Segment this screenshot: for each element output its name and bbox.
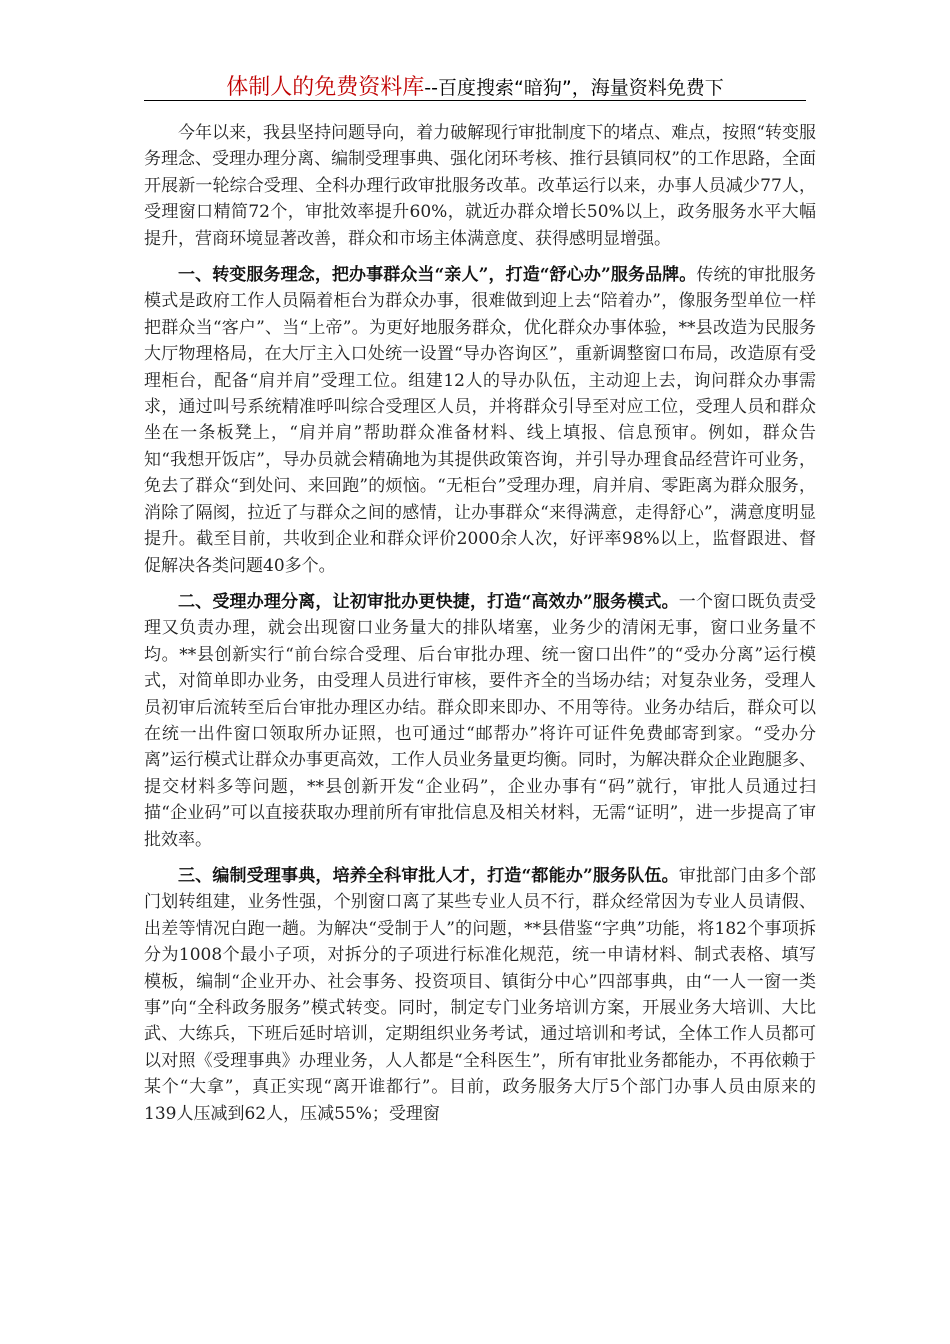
paragraph-text: 一个窗口既负责受理又负责办理，就会出现窗口业务量大的排队堵塞，业务少的清闲无事，窗口业务量不均。**县创新实行“前台综合受理、后台审批办理、统一窗口出件”的“受办分离”运行模式，对简单即办业务，由受理人员进行审核，要件齐全的当场办结；对复杂业务，受理人员初审后流转至后台审批办理区办结。群众即来即办、不用等待。业务办结后，群众可以在统一出件窗口领取所办证照，也可通过“邮帮办”将许可证件免费邮寄到家。“受办分离”运行模式让群众办事更高效，工作人员业务量更均衡。同时，为解决群众企业跑腿多、提交材料多等问题，**县创新开发“企业码”，企业办事有“码”就行，审批人员通过扫描“企业码”可以直接获取办理前所有审批信息及相关材料，无需“证明”，进一步提高了审批效率。 [144, 591, 816, 850]
intro-paragraph [144, 120, 816, 252]
document-body [144, 120, 816, 1137]
section-1-paragraph [144, 262, 816, 579]
section-1-heading: 一、转变服务理念，把办事群众当“亲人”，打造“舒心办”服务品牌。 [178, 265, 697, 286]
header-subtitle: --百度搜索“暗狗”，海量资料免费下 [424, 77, 724, 99]
section-3-heading: 三、编制受理事典，培养全科审批人才，打造“都能办”服务队伍。 [178, 865, 679, 886]
section-3-paragraph [144, 863, 816, 1127]
section-2-paragraph [144, 589, 816, 853]
paragraph-text: 今年以来，我县坚持问题导向，着力破解现行审批制度下的堵点、难点，按照“转变服务理念、受理办理分离、编制受理事典、强化闭环考核、推行县镇同权”的工作思路，全面开展新一轮综合受理、全科办理行政审批服务改革。改革运行以来，办事人员减少77人，受理窗口精简72个，审批效率提升60%，就近办群众增长50%以上，政务服务水平大幅提升，营商环境显著改善，群众和市场主体满意度、获得感明显增强。 [144, 123, 816, 249]
header-divider [144, 100, 806, 101]
section-2-heading: 二、受理办理分离，让初审批办更快捷，打造“高效办”服务模式。 [178, 591, 679, 612]
paragraph-text: 审批部门由多个部门划转组建，业务性强，个别窗口离了某些专业人员不行，群众经常因为专业人员请假、出差等情况白跑一趟。为解决“受制于人”的问题，**县借鉴“字典”功能，将182个事项拆分为1008个最小子项，对拆分的子项进行标准化规范，统一申请材料、制式表格、填写模板，编制“企业开办、社会事务、投资项目、镇街分中心”四部事典，由“一人一窗一类事”向“全科政务服务”模式转变。同时，制定专门业务培训方案，开展业务大培训、大比武、大练兵，下班后延时培训，定期组织业务考试，通过培训和考试，全体工作人员都可以对照《受理事典》办理业务，人人都是“全科医生”，所有审批业务都能办，不再依赖于某个“大拿”，真正实现“离开谁都行”。目前，政务服务大厅5个部门办事人员由原来的139人压减到62人，压减55%；受理窗 [144, 865, 816, 1124]
page-header [144, 70, 806, 100]
header-brand: 体制人的免费资料库 [226, 75, 425, 100]
paragraph-text: 传统的审批服务模式是政府工作人员隔着柜台为群众办事，很难做到迎上去“陪着办”，像服务型单位一样把群众当“客户”、当“上帝”。为更好地服务群众，优化群众办事体验，**县改造为民服务大厅物理格局，在大厅主入口处统一设置“导办咨询区”，重新调整窗口布局，改造原有受理柜台，配备“肩并肩”受理工位。组建12人的导办队伍，主动迎上去，询问群众办事需求，通过叫号系统精准呼叫综合受理区人员，并将群众引导至对应工位，受理人员和群众坐在一条板凳上，“肩并肩”帮助群众准备材料、线上填报、信息预审。例如，群众告知“我想开饭店”，导办员就会精确地为其提供政策咨询，并引导办理食品经营许可业务，免去了群众“到处问、来回跑”的烦恼。“无柜台”受理办理，肩并肩、零距离为群众服务，消除了隔阂，拉近了与群众之间的感情，让办事群众“来得满意，走得舒心”，满意度明显提升。截至目前，共收到企业和群众评价2000余人次，好评率98%以上，监督跟进、督促解决各类问题40多个。 [144, 265, 816, 576]
